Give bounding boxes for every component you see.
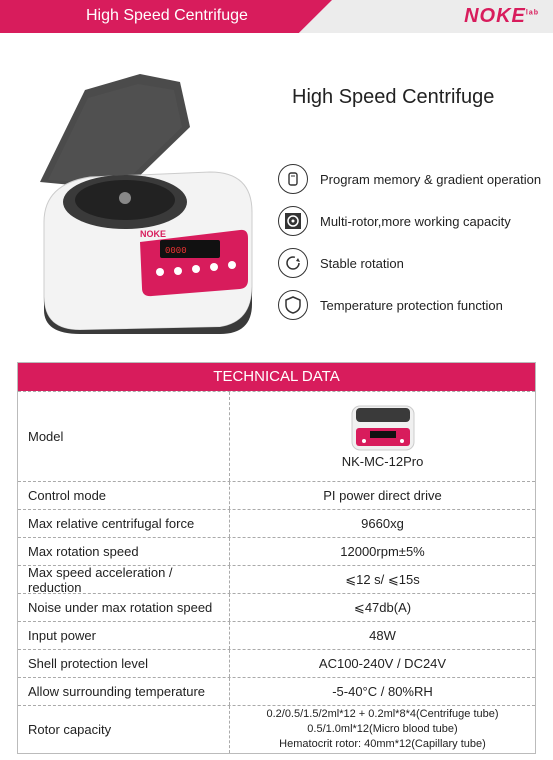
feature-text: Stable rotation bbox=[320, 255, 404, 271]
feature-text: Temperature protection function bbox=[320, 297, 503, 313]
brand-logo bbox=[464, 5, 539, 28]
row-value: 12000rpm±5% bbox=[340, 544, 425, 559]
row-label: Allow surrounding temperature bbox=[18, 678, 230, 705]
feature-item bbox=[278, 284, 541, 326]
banner-title: High Speed Centrifuge bbox=[86, 7, 248, 24]
feature-text: Program memory & gradient operation bbox=[320, 171, 542, 187]
row-label: Control mode bbox=[18, 482, 230, 509]
device-display-reading: 0000 bbox=[165, 246, 187, 256]
row-value bbox=[230, 392, 535, 481]
model-thumbnail-image bbox=[348, 404, 418, 452]
feature-text: Multi-rotor,more working capacity bbox=[320, 213, 511, 229]
table-row bbox=[18, 593, 535, 621]
memory-chip-icon bbox=[278, 164, 308, 194]
row-value: AC100-240V / DC24V bbox=[318, 656, 447, 671]
table-row bbox=[18, 677, 535, 705]
row-value: 9660xg bbox=[361, 516, 404, 531]
rotation-icon bbox=[278, 248, 308, 278]
centrifuge-product-image bbox=[30, 72, 260, 334]
row-label: Max rotation speed bbox=[18, 538, 230, 565]
feature-list bbox=[278, 158, 541, 326]
row-label: Noise under max rotation speed bbox=[18, 594, 230, 621]
table-row bbox=[18, 509, 535, 537]
feature-item bbox=[278, 200, 541, 242]
rotor-line: Hematocrit rotor: 40mm*12(Capillary tube) bbox=[279, 738, 486, 750]
feature-item bbox=[278, 158, 541, 200]
row-value: ⩽47db(A) bbox=[353, 599, 412, 615]
row-value bbox=[230, 706, 535, 753]
table-row bbox=[18, 705, 535, 753]
shield-icon bbox=[278, 290, 308, 320]
row-label: Max relative centrifugal force bbox=[18, 510, 230, 537]
brand-name: NOKE bbox=[464, 5, 526, 27]
row-label: Shell protection level bbox=[18, 650, 230, 677]
top-banner bbox=[0, 0, 553, 33]
table-row bbox=[18, 621, 535, 649]
device-brand-label: NOKE bbox=[140, 229, 167, 239]
rotor-line: 0.2/0.5/1.5/2ml*12 + 0.2ml*8*4(Centrifuge tube) bbox=[266, 708, 499, 720]
row-value: ⩽12 s/ ⩽15s bbox=[345, 571, 420, 587]
feature-item bbox=[278, 242, 541, 284]
row-label: Max speed acceleration / reduction bbox=[18, 566, 230, 593]
brand-sub: lab bbox=[525, 9, 539, 17]
row-value: 48W bbox=[369, 628, 396, 643]
table-header: TECHNICAL DATA bbox=[18, 363, 535, 391]
multi-rotor-icon bbox=[278, 206, 308, 236]
row-value: -5-40°C / 80%RH bbox=[332, 684, 433, 699]
table-row bbox=[18, 481, 535, 509]
row-value: PI power direct drive bbox=[323, 488, 442, 503]
product-title: High Speed Centrifuge bbox=[292, 86, 495, 108]
table-row bbox=[18, 649, 535, 677]
rotor-line: 0.5/1.0ml*12(Micro blood tube) bbox=[307, 723, 458, 735]
row-label: Model bbox=[18, 392, 230, 481]
row-label: Input power bbox=[18, 622, 230, 649]
table-row bbox=[18, 565, 535, 593]
table-row bbox=[18, 391, 535, 481]
table-row bbox=[18, 537, 535, 565]
model-name: NK-MC-12Pro bbox=[341, 454, 424, 469]
row-label: Rotor capacity bbox=[18, 706, 230, 753]
technical-data-table bbox=[17, 362, 536, 754]
